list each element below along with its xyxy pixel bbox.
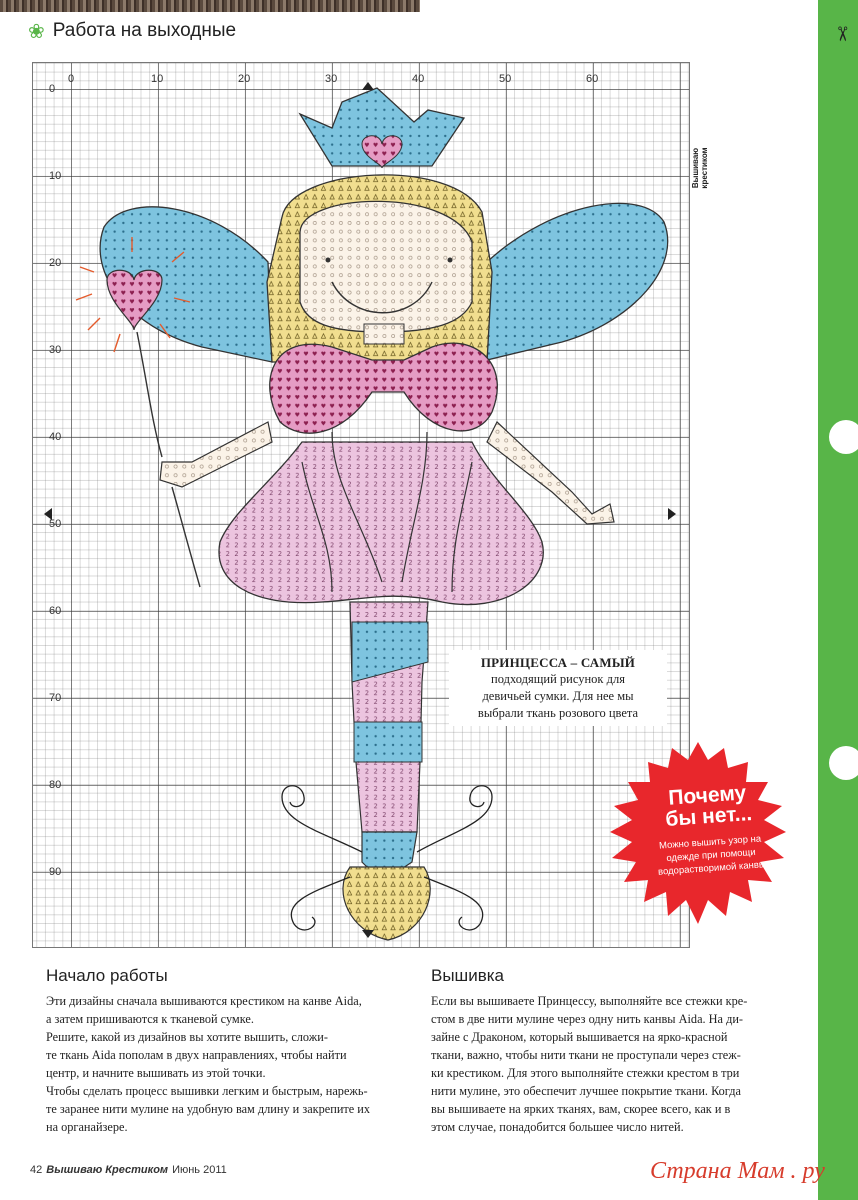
x-tick: 20	[238, 73, 251, 85]
x-tick: 40	[412, 73, 425, 85]
x-tick: 30	[325, 73, 338, 85]
x-tick: 50	[499, 73, 512, 85]
caption-line: подходящий рисунок для	[491, 672, 625, 686]
right-line: стом в две нити мулине через одну нить канвы Aida. На ди-	[431, 1012, 744, 1026]
right-line: нити мулине, это обеспечит лучшее покрытие ткани. Когда	[431, 1084, 741, 1098]
right-eye	[448, 258, 453, 263]
y-tick: 40	[49, 431, 62, 443]
center-marker-left	[44, 508, 52, 520]
right-line: ткани, важно, чтобы нити ткани не проступали через стеж-	[431, 1048, 741, 1062]
y-tick: 70	[49, 692, 62, 704]
left-line: а затем пришиваются к тканевой сумке.	[46, 1012, 254, 1026]
flower-icon: ❀	[28, 19, 45, 43]
right-line: этом случае, понадобится большее число нитей.	[431, 1120, 684, 1134]
punch-hole	[829, 746, 858, 780]
right-line: зайне с Драконом, который вышивается на ярко-красной	[431, 1030, 728, 1044]
x-tick: 0	[68, 73, 75, 85]
top-photo-strip	[0, 0, 420, 12]
y-tick: 90	[49, 866, 62, 878]
y-tick: 60	[49, 605, 62, 617]
y-tick: 10	[49, 170, 62, 182]
promo-text: Можно вышить узор на одежде при помощи водорастворимой канвы	[657, 833, 767, 878]
caption-box	[449, 650, 667, 726]
page-footer	[30, 1164, 227, 1176]
right-line: ки крестиком. Для этого выполняйте стежки крестом в три	[431, 1066, 740, 1080]
page-number: 42	[30, 1164, 43, 1176]
scissors-icon: ✂	[830, 25, 855, 43]
section-header	[28, 20, 236, 42]
y-tick: 50	[49, 518, 62, 530]
center-marker-top	[362, 82, 374, 90]
princess-fairy-design	[32, 62, 688, 946]
brand-vertical-label: Вышиваю крестиком	[691, 147, 709, 189]
right-wing	[487, 203, 668, 360]
x-tick: 60	[586, 73, 599, 85]
left-line: центр, и начните вышивать из этой точки.	[46, 1066, 266, 1080]
y-tick: 20	[49, 257, 62, 269]
site-watermark: Страна Мам . ру	[650, 1158, 825, 1184]
y-tick: 0	[49, 83, 56, 95]
left-line: на органайзере.	[46, 1120, 128, 1134]
left-line: Чтобы сделать процесс вышивки легким и быстрым, нарежь-	[46, 1084, 368, 1098]
right-line: Если вы вышиваете Принцессу, выполняйте все стежки кре-	[431, 994, 748, 1008]
wand-stick	[137, 332, 200, 587]
y-tick: 80	[49, 779, 62, 791]
caption-line: девичьей сумки. Для нее мы	[482, 689, 634, 703]
page-edge-green-bar	[818, 0, 858, 1200]
neck	[364, 324, 404, 344]
article-right-column	[431, 966, 823, 1136]
left-line: Эти дизайны сначала вышиваются крестиком на канве Aida,	[46, 994, 362, 1008]
leg-stripe	[354, 722, 422, 762]
caption-line: выбрали ткань розового цвета	[477, 706, 639, 720]
left-line: те заранее нити мулине на удобную вам длину и закрепите их	[46, 1102, 371, 1116]
punch-hole	[829, 420, 858, 454]
center-marker-right	[668, 508, 676, 520]
promo-heading: Почему бы нет...	[664, 781, 753, 831]
article-left-column	[46, 966, 438, 1136]
issue-date: Июнь 2011	[172, 1164, 227, 1176]
left-line: Решите, какой из дизайнов вы хотите вышить, сложи-	[46, 1030, 328, 1044]
left-heading: Начало работы	[46, 966, 168, 985]
y-tick: 30	[49, 344, 62, 356]
left-eye	[326, 258, 331, 263]
left-arm	[160, 422, 272, 487]
x-tick: 10	[151, 73, 164, 85]
caption-title: ПРИНЦЕССА – САМЫЙ	[480, 655, 636, 670]
right-heading: Вышивка	[431, 966, 504, 985]
section-title: Работа на выходные	[52, 20, 237, 41]
left-line: те ткань Aida пополам в двух направлениях, чтобы найти	[46, 1048, 347, 1062]
right-line: вы вышиваете на ярких тканях, вам, скорее всего, как и в	[431, 1102, 731, 1116]
shoes	[343, 867, 430, 940]
magazine-name: Вышиваю Крестиком	[46, 1164, 169, 1176]
